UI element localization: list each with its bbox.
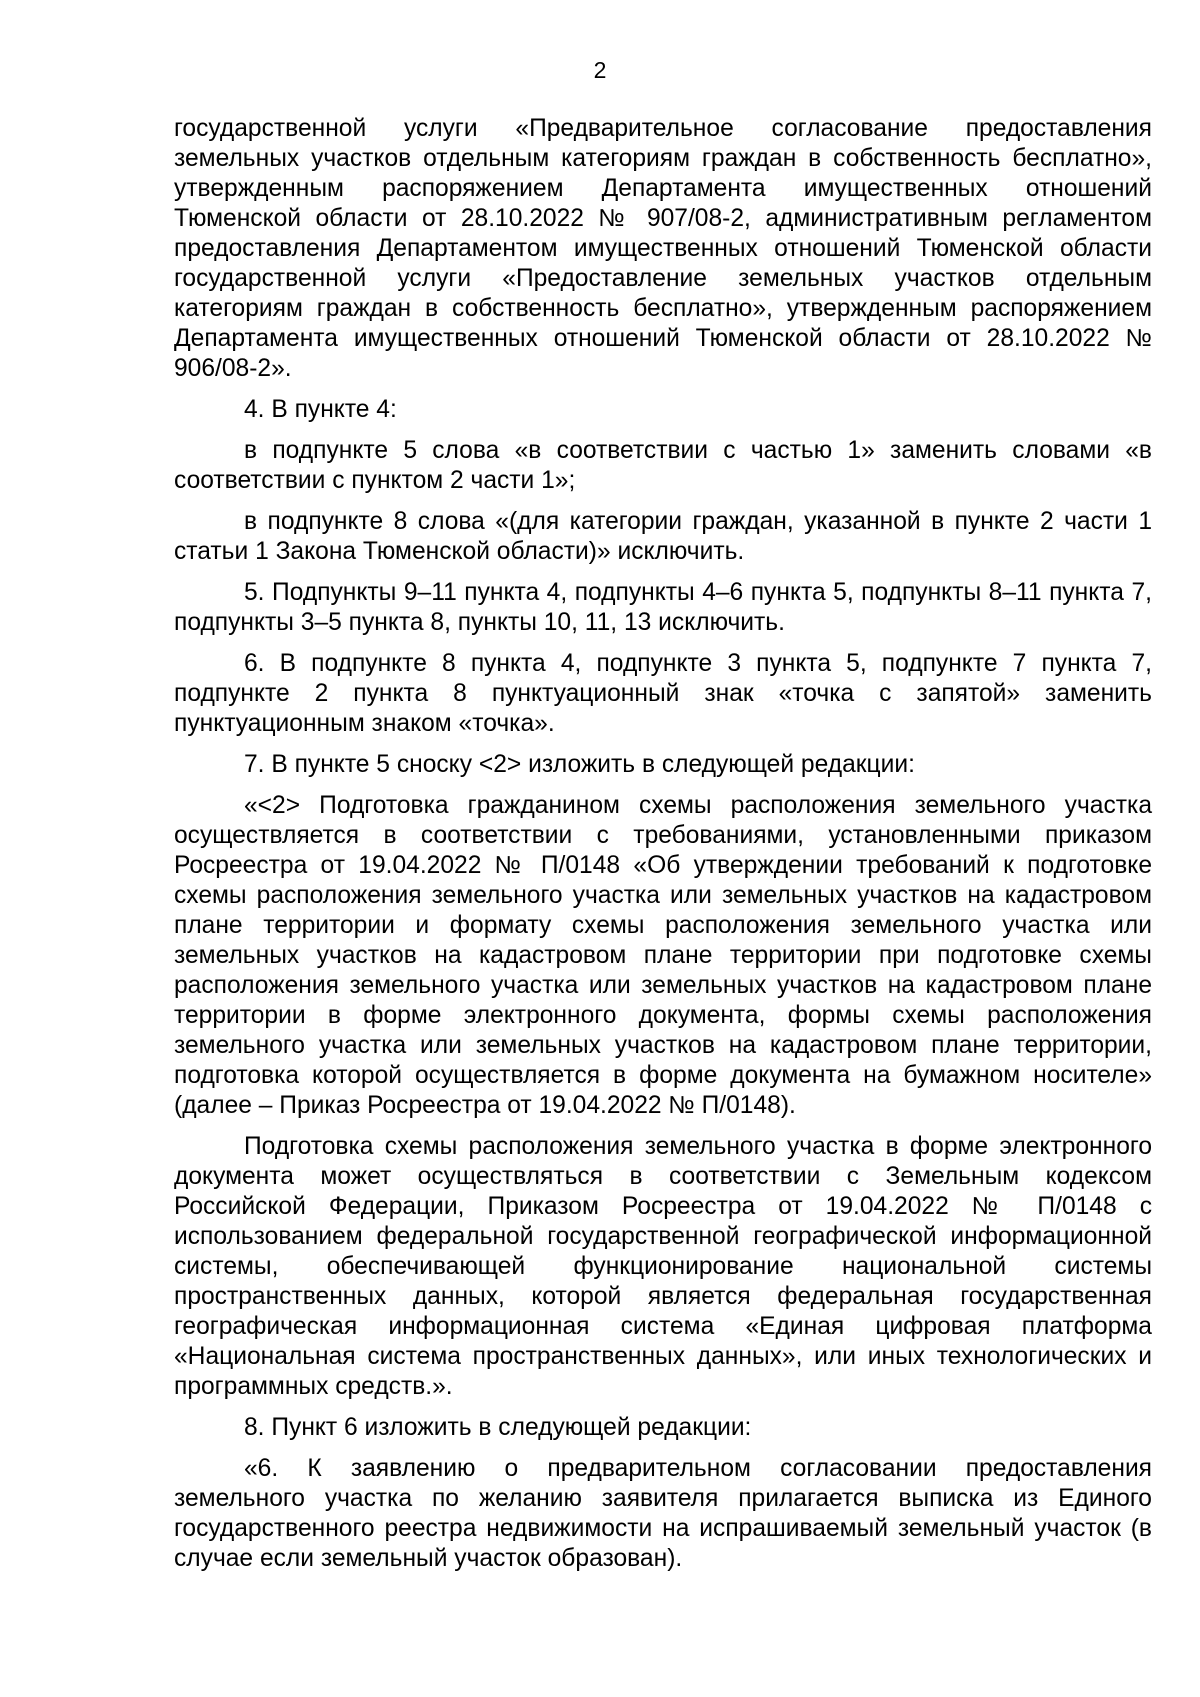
paragraph-item-4: 4. В пункте 4:: [244, 396, 397, 423]
document-body: [174, 114, 1152, 1585]
paragraph-subitem-8: в подпункте 8 слова «(для категории граждан, указанной в пункте 2 части 1 статьи 1 Закона Тюменской области)» исключить.: [174, 508, 1152, 565]
paragraph-item-5: 5. Подпункты 9–11 пункта 4, подпункты 4–6 пункта 5, подпункты 8–11 пункта 7, подпункты 3–5 пункта 8, пункты 10, 11, 13 исключить.: [174, 579, 1152, 636]
paragraph-point-6: «6. К заявлению о предварительном согласовании предоставления земельного участка по желанию заявителя прилагается выписка из Единого государственного реестра недвижимости на испрашиваемый земельный участок (в случае если земельный участок образован).: [174, 1455, 1152, 1572]
paragraph-scheme-preparation: Подготовка схемы расположения земельного участка в форме электронного документа может осуществляться в соответствии с Земельным кодексом Российской Федерации, Приказом Росреестра от 19.04.2022 № П/0148 с использованием федеральной государственной географической информационной системы, обеспечивающей функционирование национальной системы пространственных данных, которой является федеральная государственная географическая информационная система «Единая цифровая платформа «Национальная система пространственных данных», или иных технологических и программных средств.».: [174, 1133, 1152, 1400]
paragraph-item-8: 8. Пункт 6 изложить в следующей редакции:: [244, 1414, 752, 1441]
paragraph-subitem-5: в подпункте 5 слова «в соответствии с частью 1» заменить словами «в соответствии с пунктом 2 части 1»;: [174, 437, 1152, 494]
paragraph-item-7: 7. В пункте 5 сноску <2> изложить в следующей редакции:: [244, 751, 915, 778]
paragraph-footnote-2: «<2> Подготовка гражданином схемы расположения земельного участка осуществляется в соответствии с требованиями, установленными приказом Росреестра от 19.04.2022 № П/0148 «Об утверждении требований к подготовке схемы расположения земельного участка или земельных участков на кадастровом плане территории и формату схемы расположения земельного участка или земельных участков на кадастровом плане территории при подготовке схемы расположения земельного участка или земельных участков на кадастровом плане территории в форме электронного документа, формы схемы расположения земельного участка или земельных участков на кадастровом плане территории, подготовка которой осуществляется в форме документа на бумажном носителе» (далее – Приказ Росреестра от 19.04.2022 № П/0148).: [174, 792, 1152, 1119]
paragraph-continuation: государственной услуги «Предварительное согласование предоставления земельных участков отдельным категориям граждан в собственность бесплатно», утвержденным распоряжением Департамента имущественных отношений Тюменской области от 28.10.2022 № 907/08-2, административным регламентом предоставления Департаментом имущественных отношений Тюменской области государственной услуги «Предоставление земельных участков отдельным категориям граждан в собственность бесплатно», утвержденным распоряжением Департамента имущественных отношений Тюменской области от 28.10.2022 № 906/08-2».: [174, 115, 1152, 382]
page-number: 2: [593, 57, 607, 83]
paragraph-item-6: 6. В подпункте 8 пункта 4, подпункте 3 пункта 5, подпункте 7 пункта 7, подпункте 2 пункта 8 пунктуационный знак «точка с запятой» заменить пунктуационным знаком «точка».: [174, 650, 1152, 737]
